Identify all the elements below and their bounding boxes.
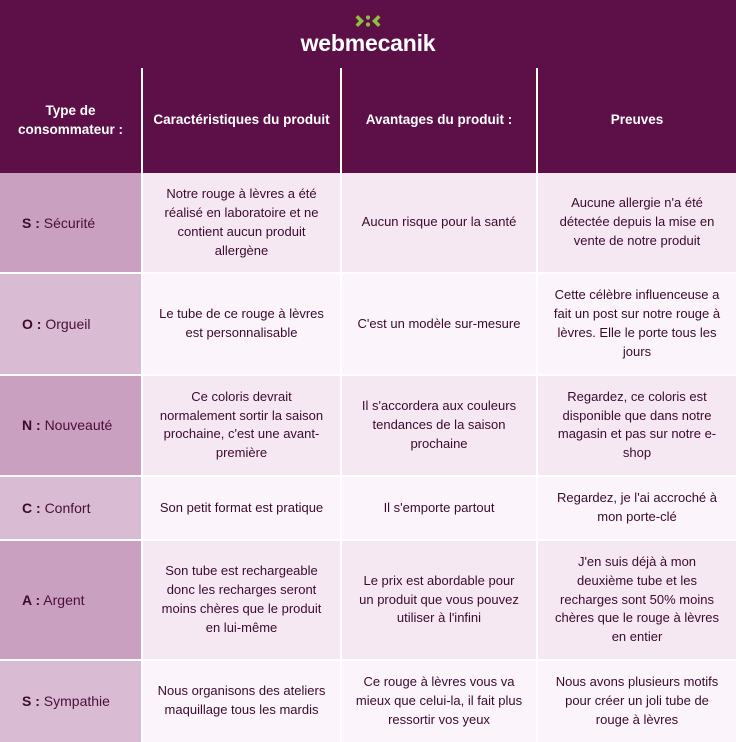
row-label-text: Nouveauté [44, 417, 113, 434]
cell-caracteristiques: Notre rouge à lèvres a été réalisé en laboratoire et ne contient aucun produit allergène [142, 173, 341, 273]
cell-avantages: Il s'emporte partout [341, 476, 537, 540]
cell-caracteristiques: Son petit format est pratique [142, 476, 341, 540]
row-label-text: Sympathie [43, 693, 110, 710]
cell-avantages: C'est un modèle sur-mesure [341, 273, 537, 374]
cell-caracteristiques: Nous organisons des ateliers maquillage tous les mardis [142, 660, 341, 742]
column-header-caracteristiques: Caractéristiques du produit [142, 68, 341, 173]
cell-preuves: Regardez, je l'ai accroché à mon porte-clé [537, 476, 736, 540]
row-label-text: Argent [43, 591, 85, 608]
row-letter: O : [22, 315, 42, 332]
cell-preuves: Regardez, ce coloris est disponible que dans notre magasin et pas sur notre e-shop [537, 375, 736, 476]
brand-name: webmecanik [300, 30, 436, 56]
cell-avantages: Ce rouge à lèvres vous va mieux que celui-la, il fait plus ressortir vos yeux [341, 660, 537, 742]
column-header-consumer-type: Type de consommateur : [0, 68, 142, 173]
table-row [0, 375, 736, 476]
row-letter: C : [22, 499, 41, 516]
row-label-nouveaute [0, 375, 142, 476]
cell-preuves: J'en suis déjà à mon deuxième tube et les recharges sont 50% moins chères que le rouge à lèvres en entier [537, 540, 736, 660]
cell-avantages: Il s'accordera aux couleurs tendances de la saison prochaine [341, 375, 537, 476]
row-label-securite [0, 173, 142, 273]
row-label-sympathie [0, 660, 142, 742]
row-label-text: Orgueil [45, 315, 91, 332]
table-row [0, 476, 736, 540]
brand-logo [301, 13, 436, 55]
row-letter: S : [22, 693, 40, 710]
table-row [0, 660, 736, 742]
row-letter: A : [22, 591, 41, 608]
cell-caracteristiques: Son tube est rechargeable donc les recharges seront moins chères que le produit en lui-même [142, 540, 341, 660]
table-header-row [0, 68, 736, 173]
row-label-confort [0, 476, 142, 540]
column-header-avantages: Avantages du produit : [341, 68, 537, 173]
cell-preuves: Nous avons plusieurs motifs pour créer un joli tube de rouge à lèvres [537, 660, 736, 742]
cell-caracteristiques: Le tube de ce rouge à lèvres est personnalisable [142, 273, 341, 374]
cell-preuves: Aucune allergie n'a été détectée depuis la mise en vente de notre produit [537, 173, 736, 273]
cell-avantages: Le prix est abordable pour un produit que vous pouvez utiliser à l'infini [341, 540, 537, 660]
brand-header [0, 0, 736, 68]
row-label-orgueil [0, 273, 142, 374]
table-row [0, 540, 736, 660]
soncas-table [0, 68, 736, 742]
column-header-preuves: Preuves [537, 68, 736, 173]
table-row [0, 273, 736, 374]
cell-preuves: Cette célèbre influenceuse a fait un post sur notre rouge à lèvres. Elle le porte tous les jours [537, 273, 736, 374]
row-letter: S : [22, 214, 40, 231]
row-letter: N : [22, 417, 41, 434]
webmecanik-x-mark-icon [355, 13, 381, 29]
cell-caracteristiques: Ce coloris devrait normalement sortir la saison prochaine, c'est une avant-première [142, 375, 341, 476]
table-row [0, 173, 736, 273]
row-label-argent [0, 540, 142, 660]
row-label-text: Sécurité [43, 214, 96, 231]
cell-avantages: Aucun risque pour la santé [341, 173, 537, 273]
row-label-text: Confort [44, 499, 91, 516]
